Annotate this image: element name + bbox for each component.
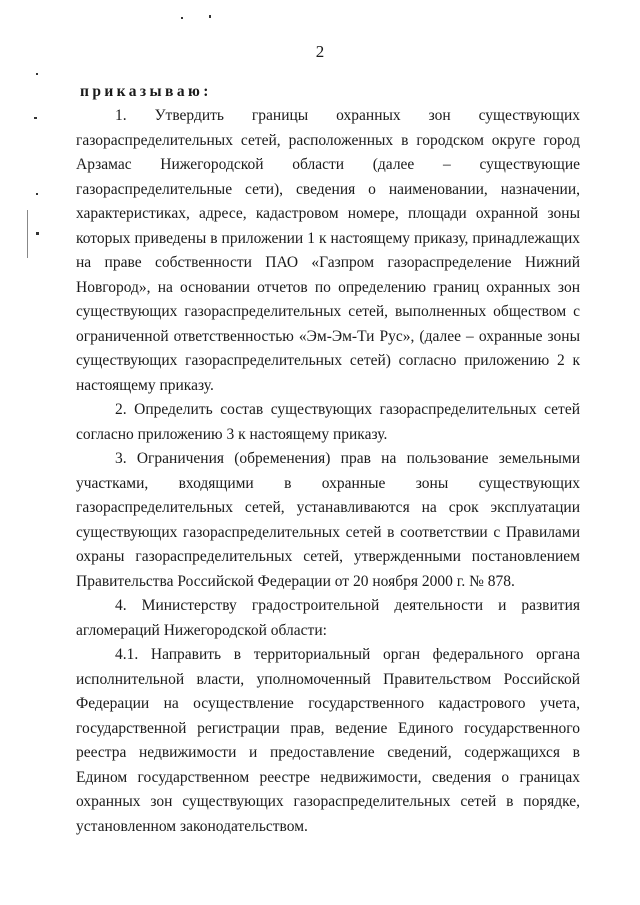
paragraph-item-3: 3. Ограничения (обременения) прав на пользование земельными участками, входящими в охранные зоны существующих газораспределительных сетей, устанавливаются на срок эксплуатации существующих газораспределительных сетей в соответствии с Правилами охраны газораспределительных сетей, утвержденными постановлением Правительства Российской Федерации от 20 ноября 2000 г. № 878. [76, 450, 580, 590]
scan-mark-left-3 [36, 193, 38, 195]
order-heading: приказываю: [80, 83, 212, 100]
scan-mark-left-1 [36, 73, 38, 75]
paragraph-item-4-1: 4.1. Направить в территориальный орган федерального органа исполнительной власти, уполномоченный Правительством Российской Федерации на осуществление государственного кадастрового учета, государственной регистрации прав, ведение Единого государственного реестра недвижимости и предоставление сведений, содержащихся в Едином государственном реестре недвижимости, сведения о границах охранных зон существующих газораспределительных сетей в порядке, установленном законодательством. [76, 646, 580, 835]
paragraph-item-2: 2. Определить состав существующих газораспределительных сетей согласно приложению 3 к настоящему приказу. [76, 401, 580, 443]
scan-mark-left-2 [34, 117, 37, 119]
page-number: 2 [315, 42, 325, 61]
scan-mark-top-1 [181, 17, 183, 19]
scan-mark-top-2 [209, 15, 211, 18]
scan-edge-line [27, 210, 28, 258]
paragraph-item-4: 4. Министерству градостроительной деятельности и развития агломераций Нижегородской области: [76, 597, 580, 639]
document-body [76, 104, 580, 839]
scan-mark-left-4 [36, 232, 39, 235]
paragraph-item-1: 1. Утвердить границы охранных зон существующих газораспределительных сетей, расположенных в городском округе город Арзамас Нижегородской области (далее – существующие газораспределительные сети), сведения о наименовании, назначении, характеристиках, адресе, кадастровом номере, площади охранной зоны которых приведены в приложении 1 к настоящему приказу, принадлежащих на праве собственности ПАО «Газпром газораспределение Нижний Новгород», на основании отчетов по определению границ охранных зон существующих газораспределительных сетей, выполненных обществом с ограниченной ответственностью «Эм-Эм-Ти Рус», (далее – охранные зоны существующих газораспределительных сетей) согласно приложению 2 к настоящему приказу. [76, 107, 580, 394]
